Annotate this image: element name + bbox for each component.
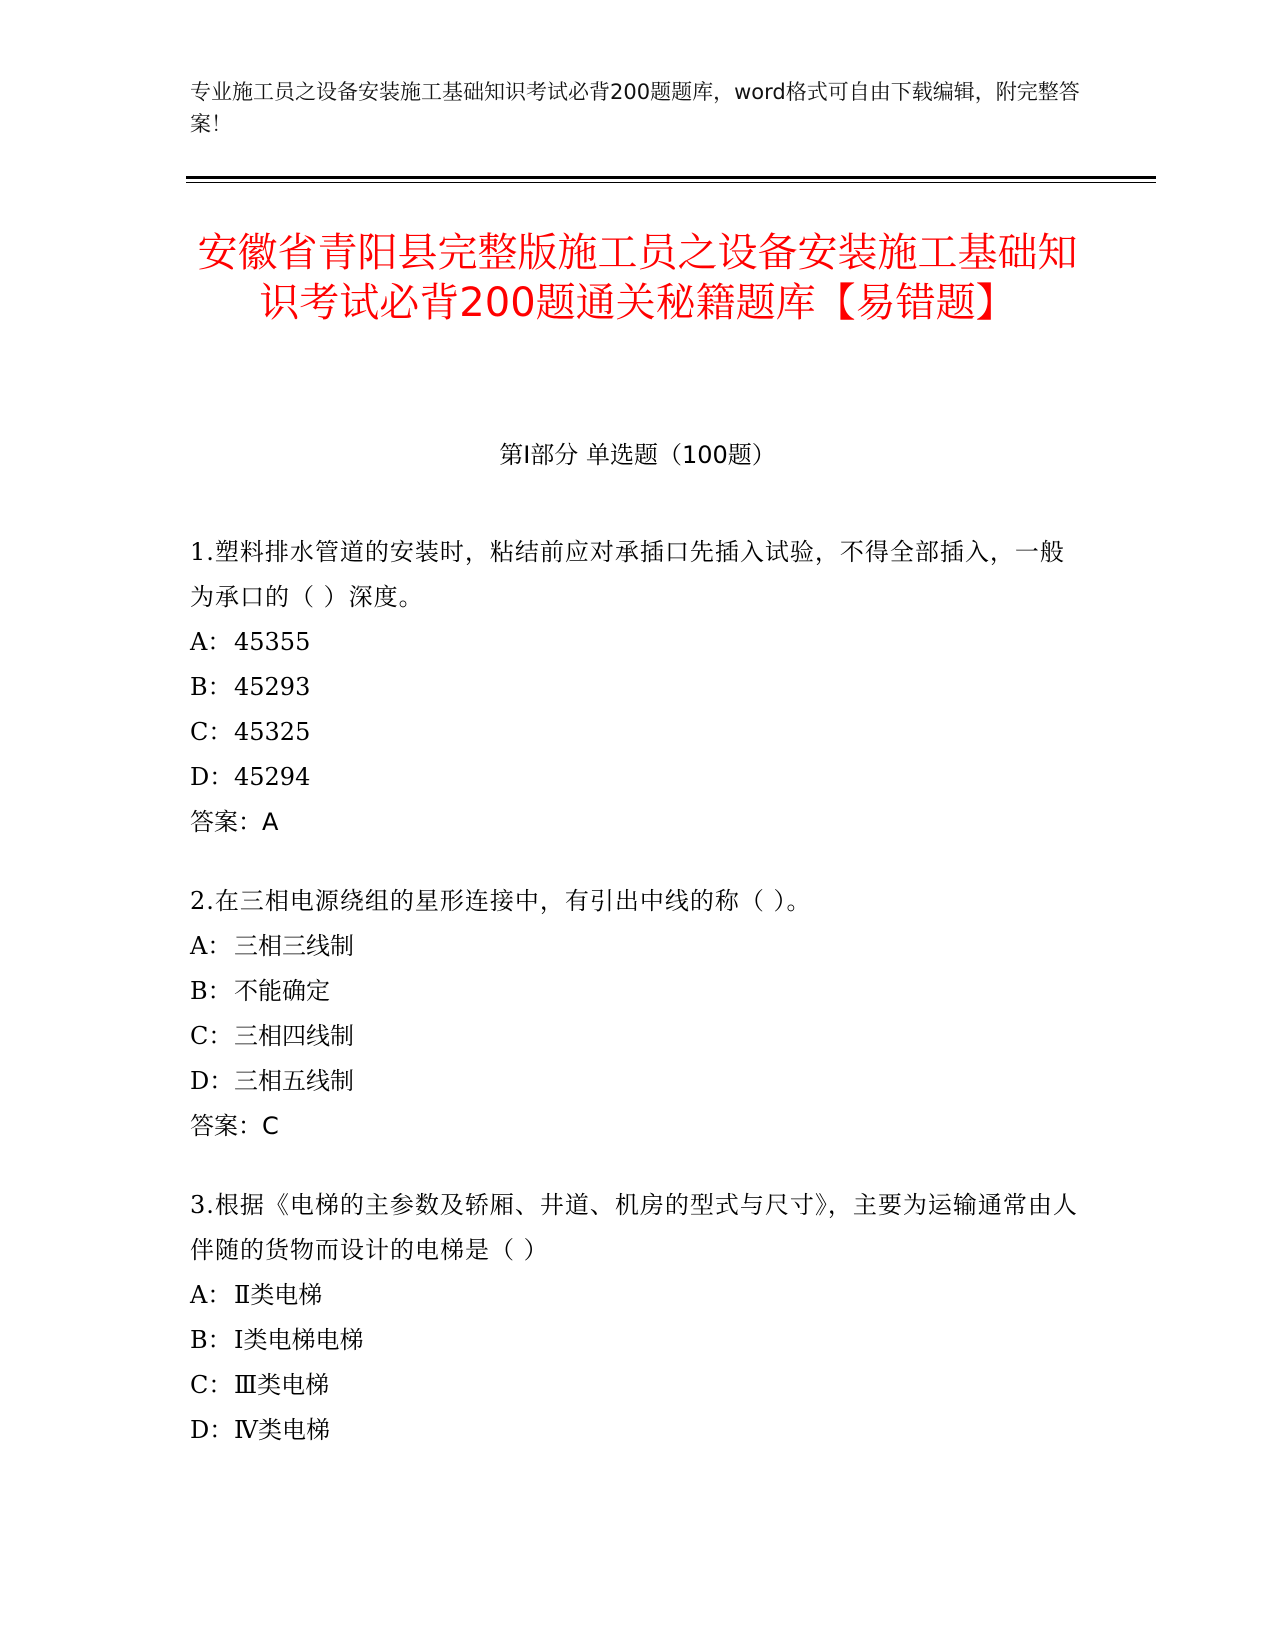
option-text: 45294 <box>234 763 311 791</box>
option-b <box>190 969 1080 1014</box>
option-letter: D： <box>190 1416 234 1444</box>
option-d <box>190 1408 1080 1453</box>
option-letter: C： <box>190 1371 233 1399</box>
option-a <box>190 1273 1080 1318</box>
option-text: 45355 <box>234 628 311 656</box>
option-letter: B： <box>190 673 232 701</box>
option-d <box>190 755 1080 800</box>
option-text: 45293 <box>234 673 311 701</box>
option-letter: A： <box>190 628 232 656</box>
option-b <box>190 665 1080 710</box>
section-heading: 第I部分 单选题（100题） <box>499 441 776 469</box>
option-letter: B： <box>190 977 232 1005</box>
header-rule-thin <box>186 182 1156 183</box>
question-1 <box>190 530 1080 845</box>
option-letter: D： <box>190 763 234 791</box>
question-2 <box>190 879 1080 1149</box>
option-text: Ⅰ类电梯电梯 <box>234 1326 364 1354</box>
option-c <box>190 1014 1080 1059</box>
question-stem: 2.在三相电源绕组的星形连接中，有引出中线的称（ ）。 <box>190 887 812 915</box>
document-title: 安徽省青阳县完整版施工员之设备安装施工基础知识考试必背200题通关秘籍题库【易错题】 <box>197 230 1078 326</box>
option-text: 三相五线制 <box>234 1067 354 1095</box>
option-b <box>190 1318 1080 1363</box>
header-note: 专业施工员之设备安装施工基础知识考试必背200题题库，word格式可自由下载编辑，附完整答案！ <box>190 80 1080 136</box>
option-text: 三相三线制 <box>234 932 354 960</box>
question-list <box>190 530 1080 1487</box>
option-text: Ⅱ类电梯 <box>234 1281 323 1309</box>
option-letter: A： <box>190 932 232 960</box>
option-letter: B： <box>190 1326 232 1354</box>
option-letter: A： <box>190 1281 232 1309</box>
header-rule-thick <box>186 176 1156 179</box>
option-a <box>190 924 1080 969</box>
option-text: 三相四线制 <box>234 1022 354 1050</box>
option-text: 45325 <box>234 718 311 746</box>
option-text: Ⅲ类电梯 <box>234 1371 330 1399</box>
question-stem: 3.根据《电梯的主参数及轿厢、井道、机房的型式与尺寸》，主要为运输通常由人伴随的货物而设计的电梯是（ ） <box>190 1191 1078 1264</box>
option-a <box>190 620 1080 665</box>
option-text: 不能确定 <box>234 977 330 1005</box>
option-c <box>190 1363 1080 1408</box>
option-text: Ⅳ类电梯 <box>234 1416 330 1444</box>
answer-line: 答案：A <box>190 808 279 836</box>
question-stem: 1.塑料排水管道的安装时，粘结前应对承插口先插入试验，不得全部插入，一般为承口的（ ）深度。 <box>190 538 1065 611</box>
question-3 <box>190 1183 1080 1453</box>
option-d <box>190 1059 1080 1104</box>
answer-line: 答案：C <box>190 1112 279 1140</box>
option-letter: C： <box>190 718 233 746</box>
option-c <box>190 710 1080 755</box>
option-letter: D： <box>190 1067 234 1095</box>
option-letter: C： <box>190 1022 233 1050</box>
